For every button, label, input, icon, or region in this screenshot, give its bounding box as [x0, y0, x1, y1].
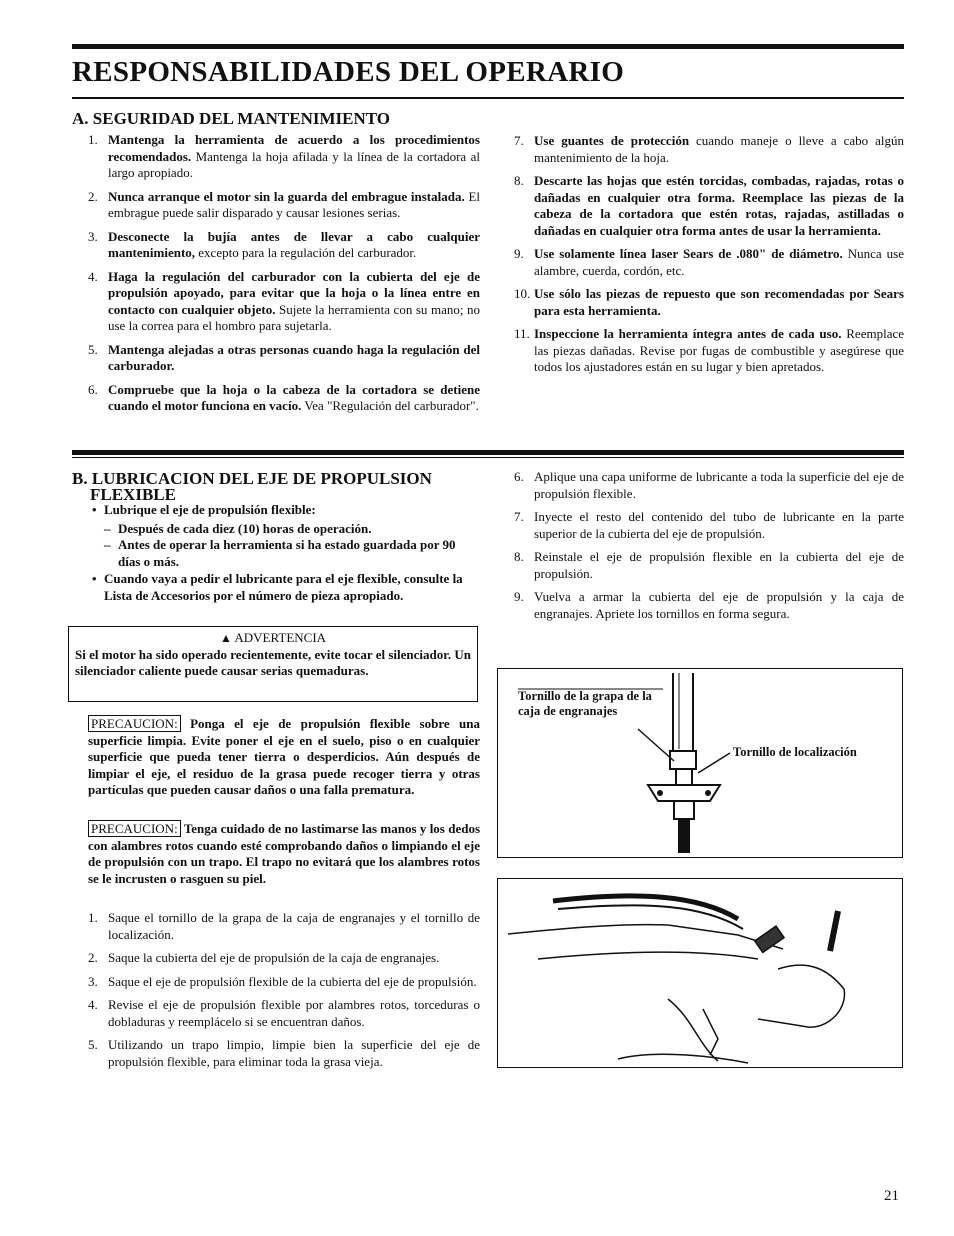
- list-item: [514, 286, 904, 319]
- item-bold-text: Descarte las hojas que estén torcidas, combadas, rajadas, rotas o dañadas en cualquier otra forma. Reemplace las piezas de la cabeza de la cortadora que estén rotas, rajadas, astilladas o dañadas en cualquier otra forma antes de usar la herramienta.: [534, 173, 904, 238]
- bullet-lubricate: • Lubrique el eje de propulsión flexible:: [92, 502, 316, 517]
- item-text: cuando maneje o lleve a cabo algún mantenimiento de la hoja.: [534, 133, 904, 165]
- item-text: Reinstale el eje de propulsión flexible en la cubierta del eje de propulsión.: [534, 549, 904, 581]
- item-text: Vea "Regulación del carburador".: [301, 398, 479, 413]
- item-bold-text: Use solamente línea laser Sears de .080" de diámetro.: [534, 246, 843, 261]
- item-text: Mantenga la hoja afilada y la línea de la cortadora al largo apropiado.: [108, 148, 480, 180]
- warning-title-text: ADVERTENCIA: [234, 630, 327, 645]
- caution-2-text: Tenga cuidado de no lastimarse las manos y los dedos con alambres rotos cuando esté comprobando daños o limpiando el eje de propulsión con un trapo. El trapo no evitará que los alambres rotos se le incrusten o rasguen su piel.: [88, 821, 481, 886]
- warning-icon: ▲: [219, 631, 232, 645]
- item-number: 4.: [88, 268, 98, 284]
- item-text: El embrague puede salir disparado y causar lesiones serias.: [108, 188, 481, 220]
- list-item: [514, 133, 904, 166]
- gearbox-illustration: [498, 669, 904, 859]
- list-item: [88, 910, 480, 943]
- list-item: [514, 326, 904, 376]
- item-text: Inyecte el resto del contenido del tubo de lubricante en la parte superior de la cubierta del eje de propulsión.: [534, 509, 904, 541]
- item-text: Aplique una capa uniforme de lubricante a toda la superficie del eje de propulsión flexible.: [534, 469, 904, 501]
- bullet-order-lubricant-text: Cuando vaya a pedir el lubricante para el eje flexible, consulte la Lista de Accesorios por el número de pieza apropiado.: [104, 571, 463, 603]
- bullet-order-lubricant: • Cuando vaya a pedir el lubricante para el eje flexible, consulte la Lista de Accesorios por el número de pieza apropiado.: [92, 571, 463, 603]
- item-text: Saque la cubierta del eje de propulsión de la caja de engranajes.: [108, 950, 440, 965]
- caution-1-text: Ponga el eje de propulsión flexible sobre una superficie limpia. Evite poner el eje en el suelo, piso o en cualquier superficie que pueda tener tierra o desperdicios. Aún después de limpiar el eje, el residuo de la grasa puede recoger tierra y otras partículas que pueden causar daños o una falla prematura.: [88, 716, 481, 797]
- item-bold-text: Inspeccione la herramienta íntegra antes de cada uso.: [534, 326, 842, 341]
- item-number: 7.: [514, 509, 524, 524]
- list-item: [88, 189, 480, 222]
- section-divider: [72, 450, 904, 455]
- item-number: 6.: [88, 381, 98, 397]
- figure-lubricating-shaft: [497, 878, 903, 1068]
- item-number: 8.: [514, 549, 524, 564]
- item-bold-text: Nunca arranque el motor sin la guarda del embrague instalada.: [108, 188, 465, 204]
- item-bold-text: Mantenga la herramienta de acuerdo a los procedimientos recomendados.: [108, 132, 480, 164]
- section-a-left-column: [88, 132, 480, 422]
- sub-bullet-hours: – Después de cada diez (10) horas de operación.: [104, 520, 372, 536]
- list-item: [88, 382, 480, 415]
- item-text: Utilizando un trapo limpio, limpie bien la superficie del eje de propulsión flexible, para eliminar toda la grasa vieja.: [108, 1037, 480, 1069]
- page-number: 21: [884, 1188, 899, 1204]
- list-item: [88, 1037, 480, 1070]
- warning-title: [75, 630, 471, 647]
- item-bold-text: Use guantes de protección: [534, 133, 690, 148]
- item-number: 7.: [514, 133, 524, 148]
- bullet-lubricate-text: Lubrique el eje de propulsión flexible:: [104, 502, 316, 517]
- list-item: [514, 549, 904, 582]
- item-text: Saque el eje de propulsión flexible de la cubierta del eje de propulsión.: [108, 973, 477, 989]
- top-rule: [72, 44, 904, 49]
- item-number: 5.: [88, 1037, 98, 1052]
- item-number: 4.: [88, 997, 98, 1012]
- list-item: [514, 173, 904, 239]
- item-bold-text: Mantenga alejadas a otras personas cuando haga la regulación del carburador.: [108, 341, 480, 373]
- item-number: 3.: [88, 973, 98, 989]
- item-number: 8.: [514, 173, 524, 188]
- item-number: 5.: [88, 341, 98, 357]
- list-item: [514, 246, 904, 279]
- section-b-heading-line1: B. LUBRICACION DEL EJE DE PROPULSION: [72, 469, 432, 488]
- warning-box: [68, 626, 478, 702]
- item-text: Saque el tornillo de la grapa de la caja de engranajes y el tornillo de localización.: [108, 910, 480, 942]
- item-text: Nunca use alambre, cuerda, cordón, etc.: [534, 246, 904, 278]
- caution-2-label: PRECAUCION:: [88, 820, 181, 837]
- sub-bullet-stored-text: Antes de operar la herramienta si ha estado guardada por 90 días o más.: [118, 537, 456, 569]
- list-item: [88, 997, 480, 1030]
- item-number: 2.: [88, 188, 98, 204]
- list-item: [88, 974, 480, 991]
- figure-gearbox: [497, 668, 903, 858]
- item-number: 3.: [88, 228, 98, 244]
- list-item: [88, 132, 480, 182]
- title-underline: [72, 97, 904, 99]
- list-item: [514, 509, 904, 542]
- warning-text: Si el motor ha sido operado recientemente, evite tocar el silenciador. Un silenciador caliente puede causar serias quemaduras.: [75, 646, 471, 678]
- item-number: 1.: [88, 132, 98, 147]
- item-number: 11.: [514, 326, 530, 341]
- page-title: RESPONSABILIDADES DEL OPERARIO: [72, 56, 625, 88]
- list-item: [88, 950, 480, 967]
- sub-bullet-stored: – Antes de operar la herramienta si ha estado guardada por 90 días o más.: [104, 537, 456, 569]
- item-text: Revise el eje de propulsión flexible por alambres rotos, torceduras o dobladuras y reemplácelo si se encuentran daños.: [108, 997, 480, 1029]
- list-item: [88, 342, 480, 375]
- item-text: excepto para la regulación del carburador.: [195, 245, 417, 260]
- item-number: 2.: [88, 950, 98, 965]
- item-text: Sujete la herramienta con su mano; no use la correa para el hombro para sujetarla.: [108, 301, 480, 333]
- item-number: 9.: [514, 246, 524, 261]
- section-b-left-steps: [88, 910, 480, 1077]
- section-divider-thin: [72, 457, 904, 458]
- item-number: 9.: [514, 589, 524, 604]
- list-item: [514, 589, 904, 622]
- item-number: 1.: [88, 910, 98, 925]
- caution-1-label: PRECAUCION:: [88, 715, 181, 732]
- list-item: [514, 469, 904, 502]
- caution-1: [88, 716, 480, 799]
- section-b-heading-line2: FLEXIBLE: [90, 485, 176, 504]
- list-item: [88, 229, 480, 262]
- item-bold-text: Use sólo las piezas de repuesto que son recomendadas por Sears para esta herramienta.: [534, 286, 904, 318]
- figure-label-clamp-screw: Tornillo de la grapa de la caja de engranajes: [518, 689, 652, 718]
- section-a-heading: A. SEGURIDAD DEL MANTENIMIENTO: [72, 109, 391, 128]
- section-b-right-steps: [514, 469, 904, 629]
- section-a-right-column: [514, 133, 904, 383]
- item-bold-text: Desconecte la bujía antes de llevar a cabo cualquier mantenimiento,: [108, 228, 480, 260]
- item-bold-text: Compruebe que la hoja o la cabeza de la cortadora se detiene cuando el motor funciona en vacío.: [108, 381, 480, 413]
- item-text: Reemplace las piezas dañadas. Revise por fugas de combustible y asegúrese que todos los ajustadores están en su lugar y bien apretados.: [534, 326, 905, 374]
- hands-lubricating-illustration: [498, 879, 904, 1069]
- caution-2: [88, 821, 480, 887]
- section-b-bullets: [88, 502, 480, 606]
- list-item: [88, 269, 480, 335]
- item-number: 10.: [514, 286, 531, 301]
- sub-bullet-hours-text: Después de cada diez (10) horas de operación.: [118, 520, 372, 536]
- item-text: Vuelva a armar la cubierta del eje de propulsión y la caja de engranajes. Apriete los tornillos en forma segura.: [534, 589, 904, 621]
- item-bold-text: Haga la regulación del carburador con la cubierta del eje de propulsión apoyado, para evitar que la hoja o la línea entre en contacto con cualquier objeto.: [108, 268, 480, 317]
- figure-label-locator-screw: Tornillo de localización: [733, 745, 857, 759]
- item-number: 6.: [514, 469, 524, 484]
